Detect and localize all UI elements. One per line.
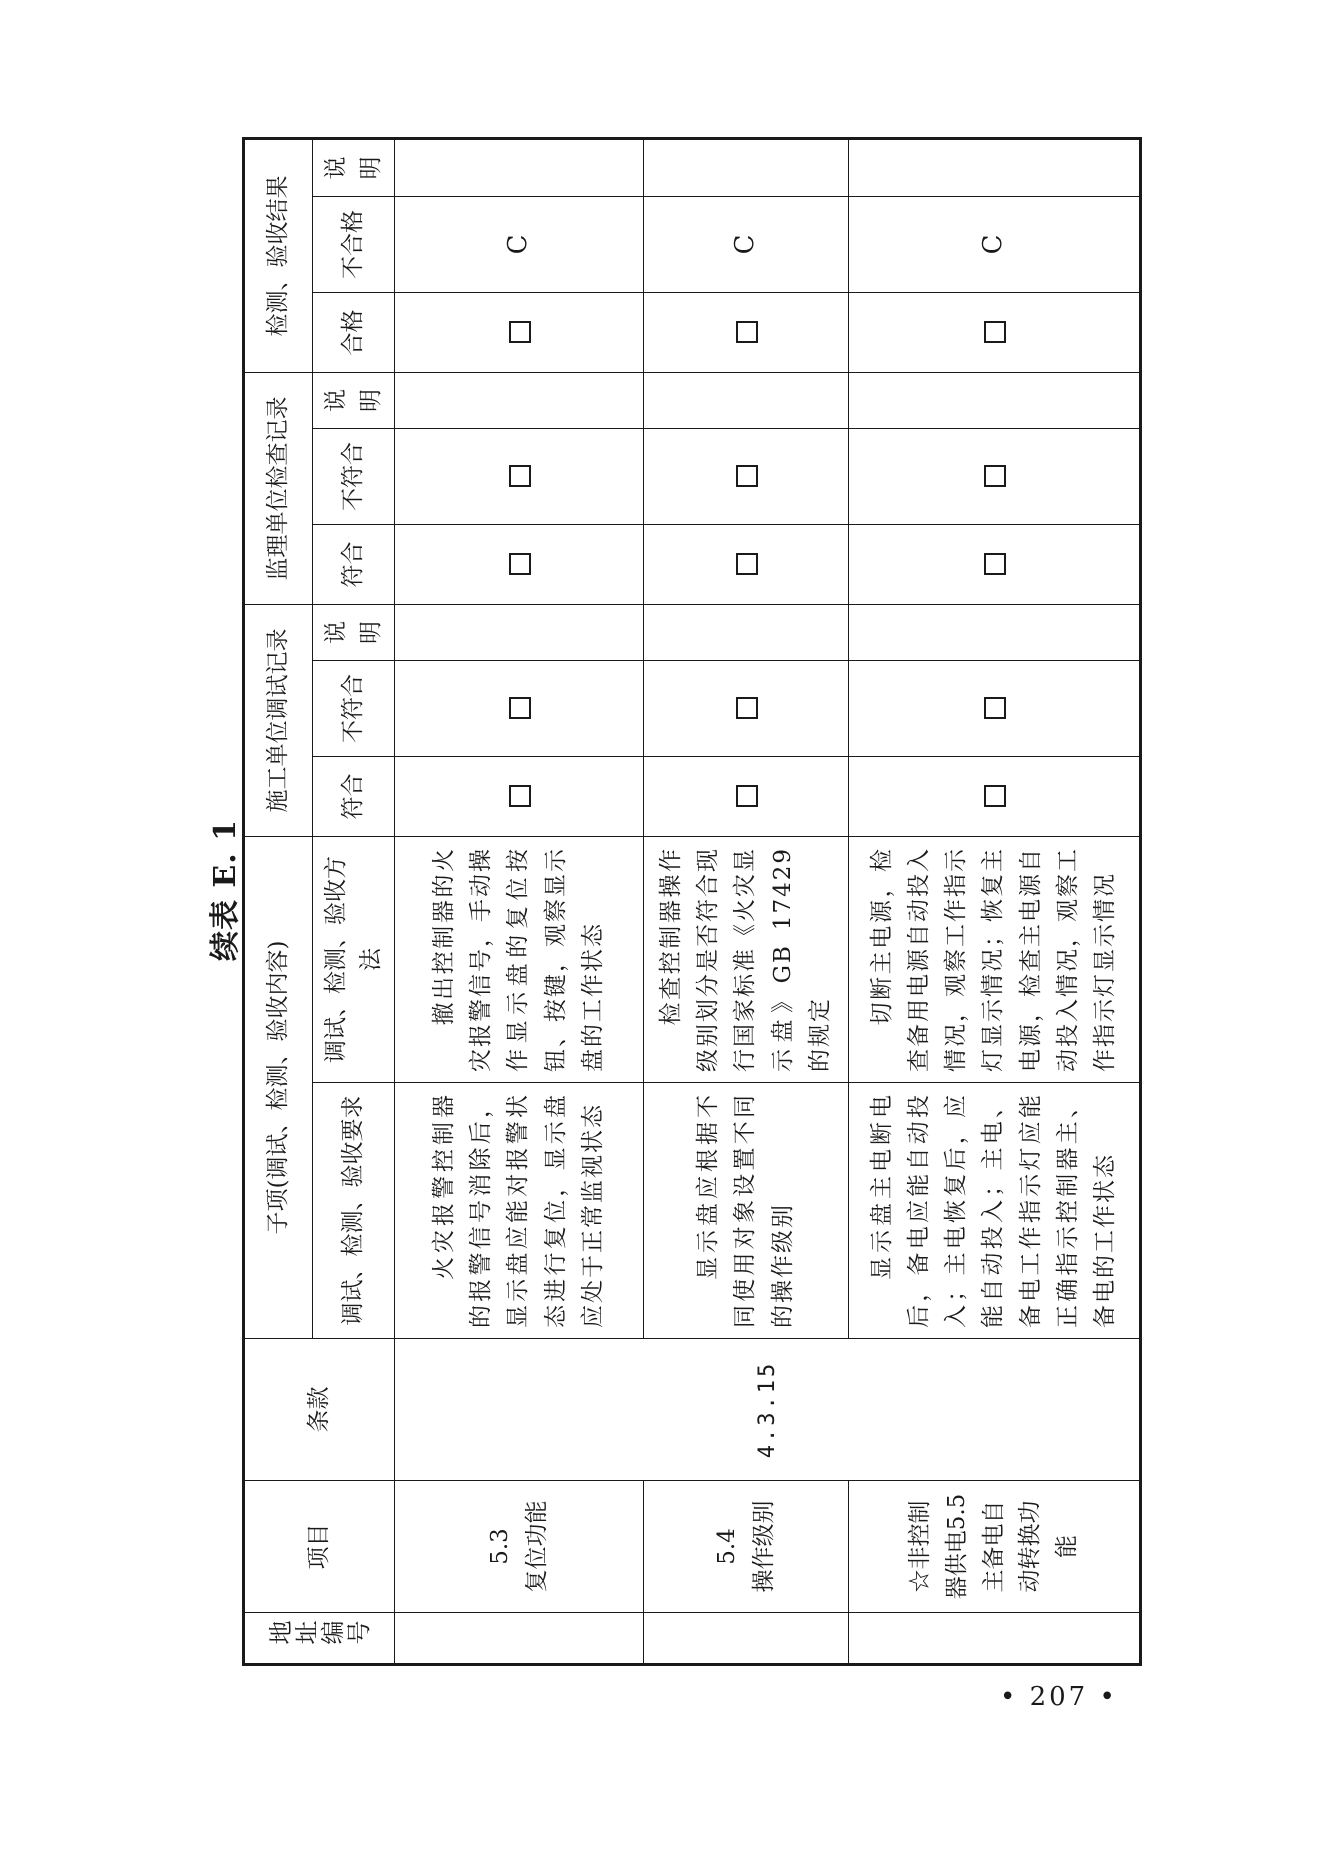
result-pass-cell	[849, 292, 1141, 372]
method-cell	[849, 836, 1141, 1082]
construction-conform-cell	[849, 756, 1141, 836]
supervision-note-cell	[395, 372, 644, 428]
header-row-1	[244, 138, 313, 1664]
construction-conform-cell	[644, 756, 849, 836]
supervision-nonconform-cell	[644, 428, 849, 524]
header-supervision-conform: 符合	[313, 524, 395, 604]
result-pass-cell	[644, 292, 849, 372]
requirement-cell	[395, 1083, 644, 1339]
supervision-nonconform-cell	[395, 428, 644, 524]
result-fail-mark[interactable]: C	[502, 234, 533, 255]
page-number: • 207 •	[1000, 1682, 1118, 1712]
construction-nonconform-checkbox[interactable]	[984, 697, 1006, 719]
header-result-pass: 合格	[313, 292, 395, 372]
header-supervision-note: 说明	[313, 372, 395, 428]
supervision-nonconform-cell	[849, 428, 1141, 524]
header-construction: 施工单位调试记录	[244, 604, 313, 836]
supervision-conform-checkbox[interactable]	[736, 553, 758, 575]
construction-nonconform-checkbox[interactable]	[509, 697, 531, 719]
construction-conform-checkbox[interactable]	[984, 785, 1006, 807]
construction-nonconform-cell	[849, 660, 1141, 756]
table-frame	[242, 156, 1142, 1666]
method-cell	[395, 836, 644, 1082]
supervision-conform-cell	[849, 524, 1141, 604]
supervision-note-cell	[849, 372, 1141, 428]
clause-cell: 4.3.15	[395, 1339, 1141, 1481]
rotated-table-container	[242, 156, 1142, 1666]
requirement-text: 显示盘主电断电后，备电应能自动投入；主电恢复后，应能自动投入；主电、备电工作指示灯应能正确指示控制器主、备电的工作状态	[868, 1093, 1119, 1328]
construction-note-cell	[395, 604, 644, 660]
table-row	[395, 138, 644, 1664]
supervision-nonconform-checkbox[interactable]	[984, 465, 1006, 487]
result-fail-cell	[849, 196, 1141, 292]
supervision-conform-cell	[395, 524, 644, 604]
caption-text: 续表 E. 1	[208, 818, 243, 962]
supervision-conform-cell	[644, 524, 849, 604]
header-result-fail: 不合格	[313, 196, 395, 292]
item-number: ☆非控制器供电5.5主备电自动转换功能	[907, 1493, 1081, 1600]
header-supervision-nonconform: 不符合	[313, 428, 395, 524]
address-cell	[644, 1613, 849, 1665]
result-pass-checkbox[interactable]	[509, 321, 531, 343]
item-cell	[849, 1481, 1141, 1613]
inspection-table	[242, 137, 1142, 1666]
item-number: 5.3	[487, 1528, 514, 1565]
method-text: 切断主电源，检查备用电源自动投入情况，观察工作指示灯显示情况；恢复主电源，检查主电源自动投入情况，观察工作指示灯显示情况	[868, 846, 1119, 1072]
header-method: 调试、检测、验收方法	[313, 836, 395, 1082]
requirement-cell	[849, 1083, 1141, 1339]
result-fail-cell	[644, 196, 849, 292]
header-requirement: 调试、检测、验收要求	[313, 1083, 395, 1339]
result-pass-cell	[395, 292, 644, 372]
item-cell	[644, 1481, 849, 1613]
requirement-text: 显示盘应根据不同使用对象设置不同的操作级别	[695, 1093, 796, 1328]
result-pass-checkbox[interactable]	[984, 321, 1006, 343]
result-fail-cell	[395, 196, 644, 292]
header-result-note: 说明	[313, 138, 395, 196]
construction-nonconform-cell	[644, 660, 849, 756]
result-note-cell	[849, 138, 1141, 196]
method-text: 撤出控制器的火灾报警信号，手动操作显示盘的复位按钮、按键，观察显示盘的工作状态	[430, 846, 606, 1072]
method-cell	[644, 836, 849, 1082]
method-text: 检查控制器操作级别划分是否符合现行国家标准《火灾显示盘》GB 17429的规定	[657, 846, 833, 1072]
construction-note-cell	[849, 604, 1141, 660]
item-cell	[395, 1481, 644, 1613]
requirement-text: 火灾报警控制器的报警信号消除后，显示盘应能对报警状态进行复位，显示盘应处于正常监视状态	[430, 1093, 606, 1328]
supervision-nonconform-checkbox[interactable]	[509, 465, 531, 487]
item-name: 操作级别	[751, 1500, 778, 1593]
construction-conform-checkbox[interactable]	[736, 785, 758, 807]
supervision-conform-checkbox[interactable]	[509, 553, 531, 575]
header-construction-conform: 符合	[313, 756, 395, 836]
header-item: 项目	[244, 1481, 395, 1613]
header-supervision: 监理单位检查记录	[244, 372, 313, 604]
requirement-cell	[644, 1083, 849, 1339]
address-cell	[395, 1613, 644, 1665]
header-construction-note: 说明	[313, 604, 395, 660]
supervision-conform-checkbox[interactable]	[984, 553, 1006, 575]
result-fail-mark[interactable]: C	[729, 234, 760, 255]
header-address-no: 地址编号	[244, 1613, 395, 1665]
address-cell	[849, 1613, 1141, 1665]
construction-conform-checkbox[interactable]	[509, 785, 531, 807]
construction-nonconform-checkbox[interactable]	[736, 697, 758, 719]
result-note-cell	[395, 138, 644, 196]
supervision-note-cell	[644, 372, 849, 428]
construction-nonconform-cell	[395, 660, 644, 756]
header-clause: 条款	[244, 1339, 395, 1481]
construction-note-cell	[644, 604, 849, 660]
header-result: 检测、验收结果	[244, 138, 313, 372]
item-number: 5.4	[714, 1528, 741, 1565]
supervision-nonconform-checkbox[interactable]	[736, 465, 758, 487]
result-fail-mark[interactable]: C	[977, 234, 1008, 255]
header-subitem: 子项(调试、检测、验收内容)	[244, 836, 313, 1338]
result-pass-checkbox[interactable]	[736, 321, 758, 343]
header-construction-nonconform: 不符合	[313, 660, 395, 756]
item-name: 复位功能	[524, 1500, 551, 1593]
result-note-cell	[644, 138, 849, 196]
construction-conform-cell	[395, 756, 644, 836]
